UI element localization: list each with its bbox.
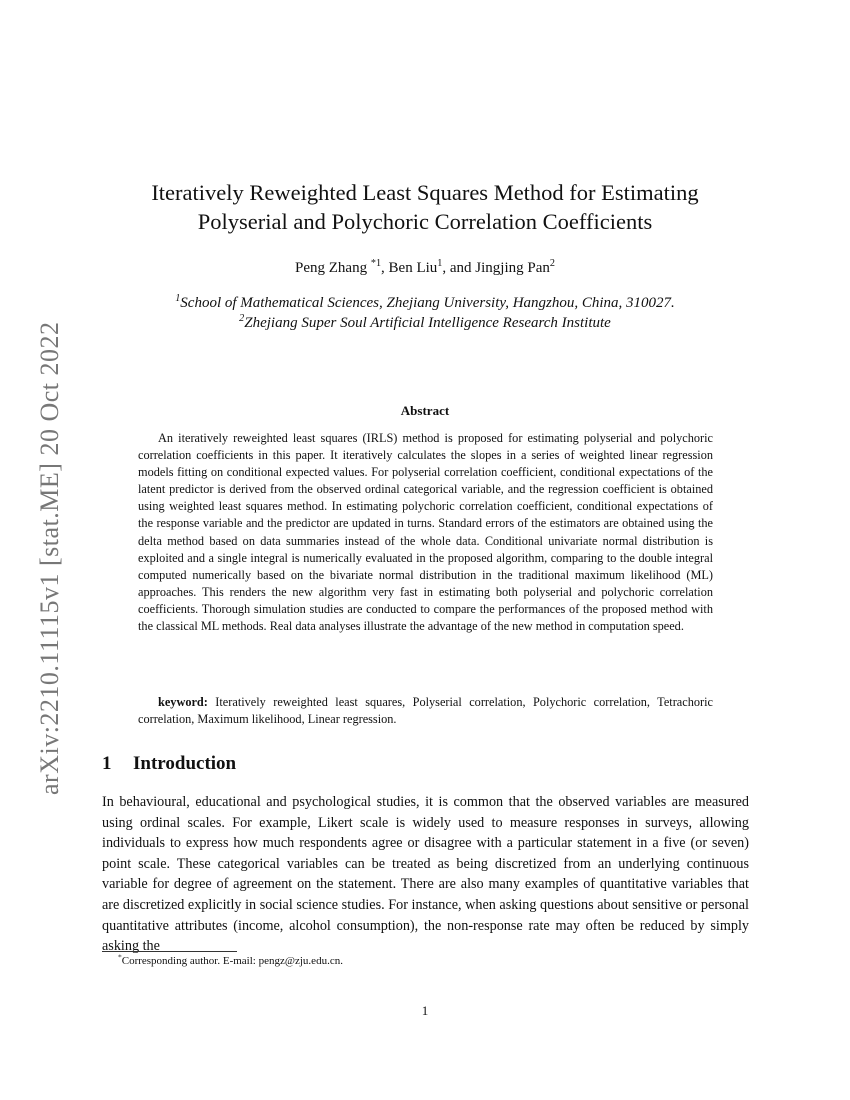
keyword-text: Iteratively reweighted least squares, Polyserial correlation, Polychoric correlation, Tetrachoric correlation, Maximum likelihood, Linear regression. — [138, 695, 713, 727]
affiliation-mark: 2 — [239, 313, 245, 324]
author-mark: *1 — [370, 258, 382, 269]
author-name: Ben Liu — [388, 260, 438, 276]
title-line-2: Polyserial and Polychoric Correlation Coefficients — [197, 209, 653, 234]
introduction-paragraph: In behavioural, educational and psychological studies, it is common that the observed variables are measured using ordinal scales. For example, Likert scale is widely used to measure responses in surveys, allowing individuals to express how much respondents agree or disagree with a particular statement in a five (or seven) point scale. These categorical variables can be treated as being discretized from an underlying continuous variable for degree of agreement on the statement. There are also many examples of quantitative variables that are discretized explicitly in social science studies. For instance, when asking questions about sensitive or personal quantitative attributes (income, alcohol consumption), the non-response rate may often be reduced by simply asking the — [102, 794, 749, 955]
keyword-label: keyword: — [158, 695, 208, 709]
affiliation-mark: 1 — [175, 293, 181, 304]
affiliation-text: Zhejiang Super Soul Artificial Intelligence Research Institute — [244, 315, 611, 331]
affiliation-1 — [100, 293, 750, 313]
author-mark: 2 — [549, 258, 555, 269]
keywords — [138, 694, 713, 728]
footnote-rule — [102, 951, 237, 952]
section-number: 1 — [102, 753, 112, 774]
author-separator: , — [381, 260, 389, 276]
section-heading — [102, 753, 236, 775]
abstract-text: An iteratively reweighted least squares (IRLS) method is proposed for estimating polyserial and polychoric correlation coefficients in this paper. It iteratively calculates the slopes in a series of weighted linear regression models fitting on conditional expected values. For polyserial correlation coefficient, conditional expectations of the latent predictor is derived from the observed ordinal categorical variable, and the regression coefficient is obtained using weighted least squares method. In estimating polychoric correlation coefficient, conditional expectations of the response variable and the predictor are updated in turns. Standard errors of the estimators are obtained using the delta method based on data summaries instead of the whole data. Conditional univariate normal distribution is exploited and a single integral is numerically evaluated in the proposed algorithm, comparing to the double integral computed numerically based on the bivariate normal distribution in the traditional maximum likelihood (ML) approaches. This renders the new algorithm very fast in estimating both polyserial and polychoric correlation coefficients. Thorough simulation studies are conducted to compare the performances of the proposed method with the classical ML methods. Real data analyses illustrate the advantage of the new method in computation speed. — [138, 431, 713, 634]
author-mark: 1 — [437, 258, 443, 269]
footnote-text: Corresponding author. E-mail: pengz@zju.edu.cn. — [121, 955, 343, 967]
footnote — [118, 952, 343, 967]
author-separator: , and — [442, 260, 476, 276]
page-number: 1 — [421, 1003, 429, 1018]
author-name: Peng Zhang — [295, 260, 368, 276]
paper-title — [100, 178, 750, 236]
affiliation-list — [100, 293, 750, 333]
abstract-heading: Abstract — [400, 403, 450, 418]
title-line-1: Iteratively Reweighted Least Squares Method for Estimating — [151, 180, 699, 205]
arxiv-identifier: arXiv:2210.11115v1 [stat.ME] 20 Oct 2022 — [35, 321, 64, 795]
author-name: Jingjing Pan — [475, 260, 550, 276]
affiliation-text: School of Mathematical Sciences, Zhejiang University, Hangzhou, China, 310027. — [180, 295, 675, 311]
section-title: Introduction — [133, 753, 237, 774]
affiliation-2 — [100, 313, 750, 333]
footnote-mark: * — [118, 952, 122, 962]
author-list — [100, 258, 750, 278]
